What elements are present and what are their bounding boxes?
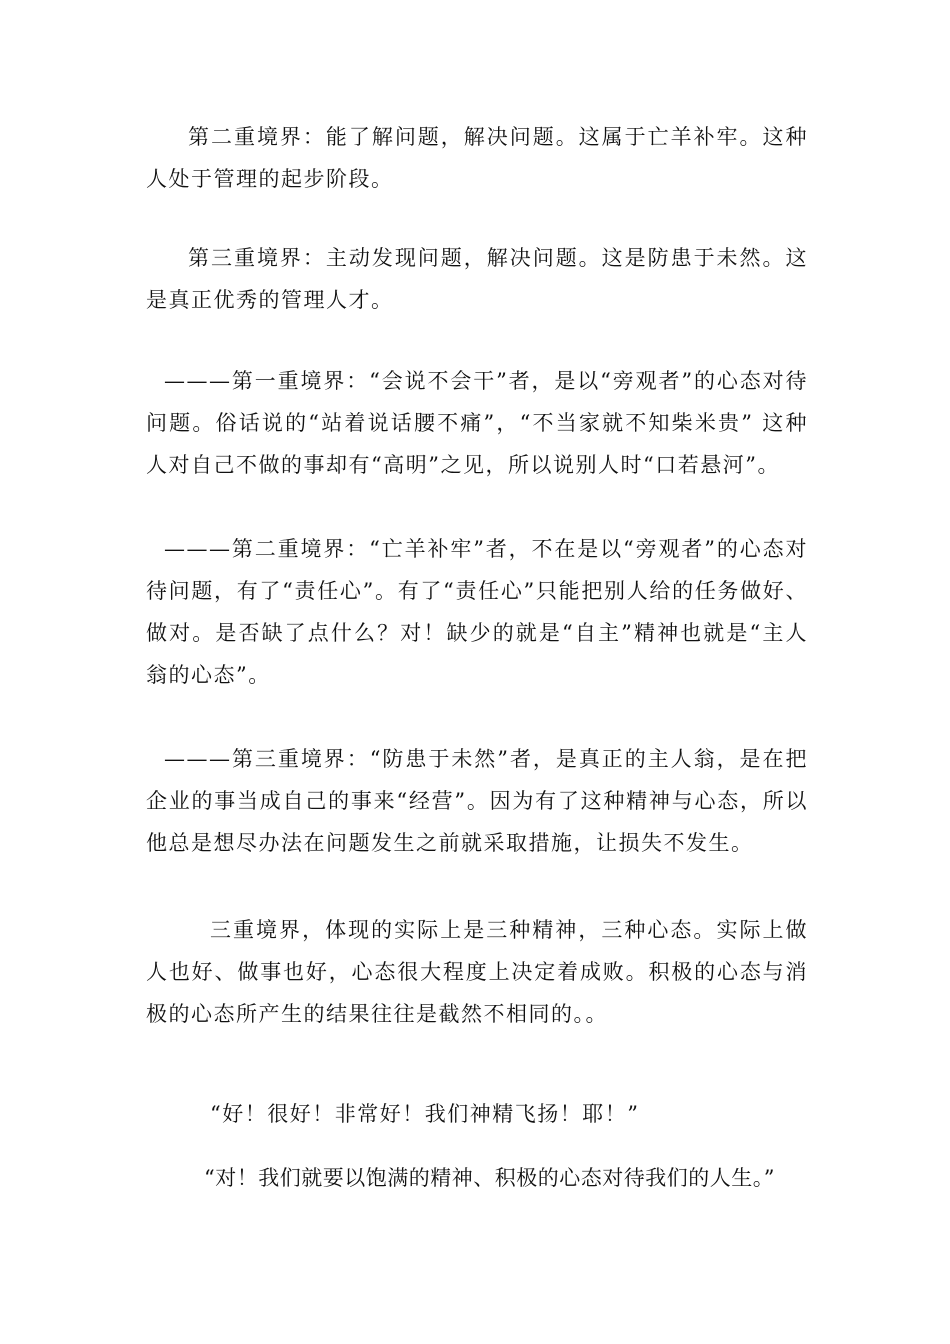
paragraph-third-realm-explanation: ———第三重境界：“防患于未然”者，是真正的主人翁，是在把企业的事当成自己的事来“经营”。因为有了这种精神与心态，所以他总是想尽办法在问题发生之前就采取措施，让损失不发生。 (146, 747, 808, 855)
paragraph-summary: 三重境界，体现的实际上是三种精神，三种心态。实际上做人也好、做事也好，心态很大程度上决定着成败。积极的心态与消极的心态所产生的结果往往是截然不相同的。。 (146, 918, 808, 1026)
paragraph-quote-cheer: “好！很好！非常好！我们神精飞扬！耶！” (210, 1102, 640, 1126)
paragraph-second-realm: 第二重境界：能了解问题，解决问题。这属于亡羊补牢。这种人处于管理的起步阶段。 (146, 125, 808, 191)
paragraph-third-realm: 第三重境界：主动发现问题，解决问题。这是防患于未然。这是真正优秀的管理人才。 (146, 246, 808, 312)
paragraph-quote-closing: “对！我们就要以饱满的精神、积极的心态对待我们的人生。” (204, 1166, 775, 1190)
paragraph-second-realm-explanation: ———第二重境界：“亡羊补牢”者，不在是以“旁观者”的心态对待问题，有了“责任心”。有了“责任心”只能把别人给的任务做好、做对。是否缺了点什么？对！缺少的就是“自主”精神也就是“主人翁的心态”。 (146, 537, 808, 687)
paragraph-first-realm-explanation: ———第一重境界：“会说不会干”者，是以“旁观者”的心态对待问题。俗话说的“站着说话腰不痛”，“不当家就不知柴米贵” 这种人对自己不做的事却有“高明”之见，所以说别人时“口若悬河”。 (146, 369, 808, 477)
